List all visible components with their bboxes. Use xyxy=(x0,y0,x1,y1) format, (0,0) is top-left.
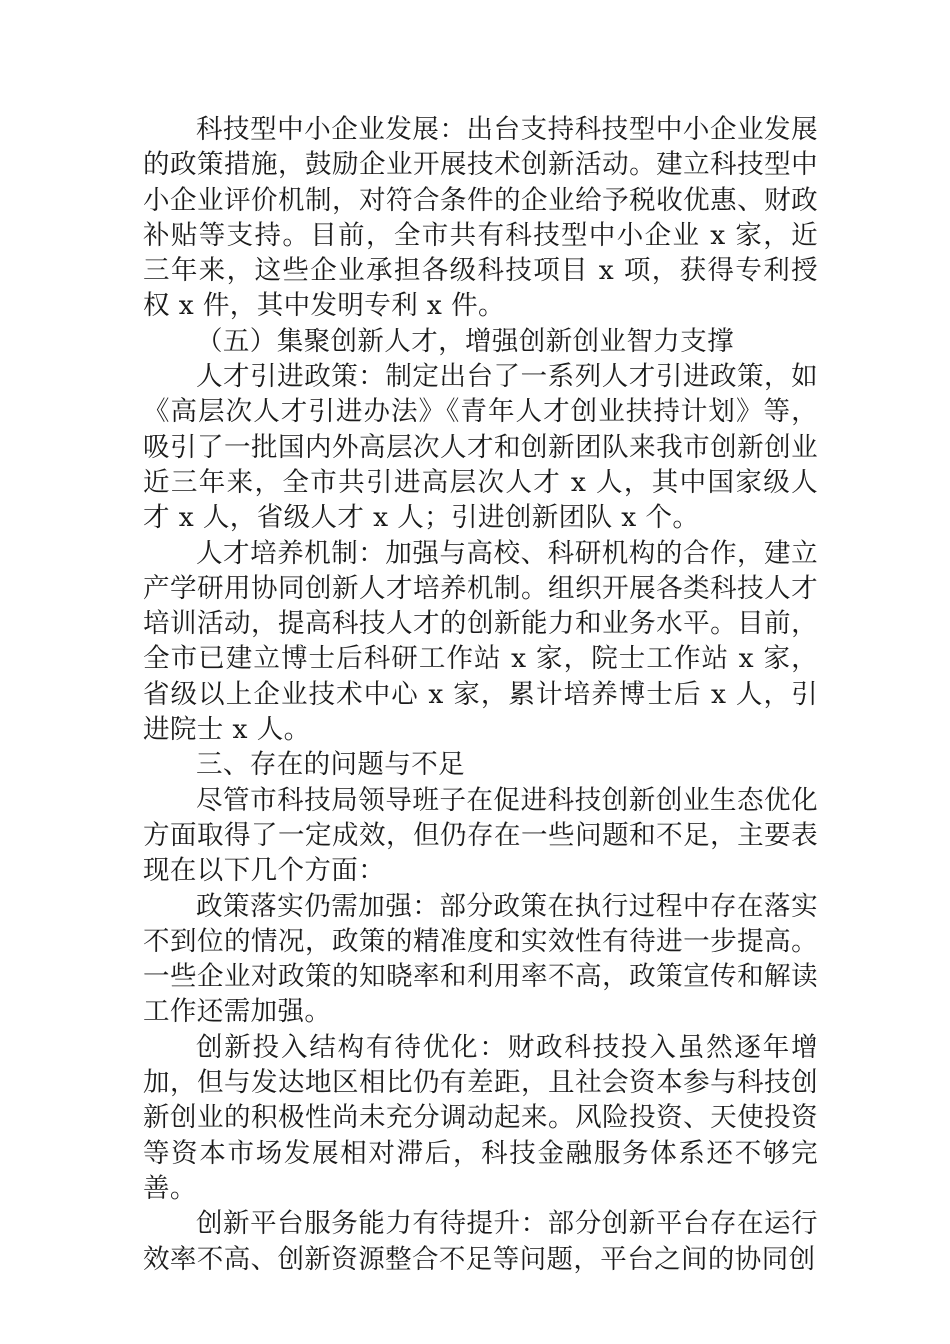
paragraph-talent-introduction: 人才引进政策：制定出台了一系列人才引进政策，如《高层次人才引进办法》《青年人才创业扶持计划》等，吸引了一批国内外高层次人才和创新团队来我市创新创业近三年来，全市共引进高层次人才 x 人，其中国家级人才 x 人，省级人才 x 人；引进创新团队 x 个。 xyxy=(143,361,818,534)
paragraph-problems-intro: 尽管市科技局领导班子在促进科技创新创业生态优化方面取得了一定成效，但仍存在一些问题和不足，主要表现在以下几个方面： xyxy=(143,784,818,887)
section-heading-talent: （五）集聚创新人才，增强创新创业智力支撑 xyxy=(196,325,734,357)
paragraph-policy-implementation: 政策落实仍需加强：部分政策在执行过程中存在落实不到位的情况，政策的精准度和实效性有待进一步提高。一些企业对政策的知晓率和利用率不高，政策宣传和解读工作还需加强。 xyxy=(143,890,818,1028)
document-body xyxy=(143,112,818,1277)
paragraph-investment-structure: 创新投入结构有待优化：财政科技投入虽然逐年增加，但与发达地区相比仍有差距，且社会资本参与科技创新创业的积极性尚未充分调动起来。风险投资、天使投资等资本市场发展相对滞后，科技金融服务体系还不够完善。 xyxy=(143,1031,818,1204)
section-heading-problems: 三、存在的问题与不足 xyxy=(196,749,465,781)
paragraph-talent-training: 人才培养机制：加强与高校、科研机构的合作，建立产学研用协同创新人才培养机制。组织开展各类科技人才培训活动，提高科技人才的创新能力和业务水平。目前，全市已建立博士后科研工作站 x 家，院士工作站 x 家，省级以上企业技术中心 x 家，累计培养博士后 x 人，引进院士 x 人。 xyxy=(143,537,818,746)
paragraph-platform-capacity: 创新平台服务能力有待提升：部分创新平台存在运行效率不高、创新资源整合不足等问题，平台之间的协同创 xyxy=(143,1208,818,1275)
paragraph-sme-development: 科技型中小企业发展：出台支持科技型中小企业发展的政策措施，鼓励企业开展技术创新活动。建立科技型中小企业评价机制，对符合条件的企业给予税收优惠、财政补贴等支持。目前，全市共有科技型中小企业 x 家，近三年来，这些企业承担各级科技项目 x 项，获得专利授权 x 件，其中发明专利 x 件。 xyxy=(143,114,818,322)
